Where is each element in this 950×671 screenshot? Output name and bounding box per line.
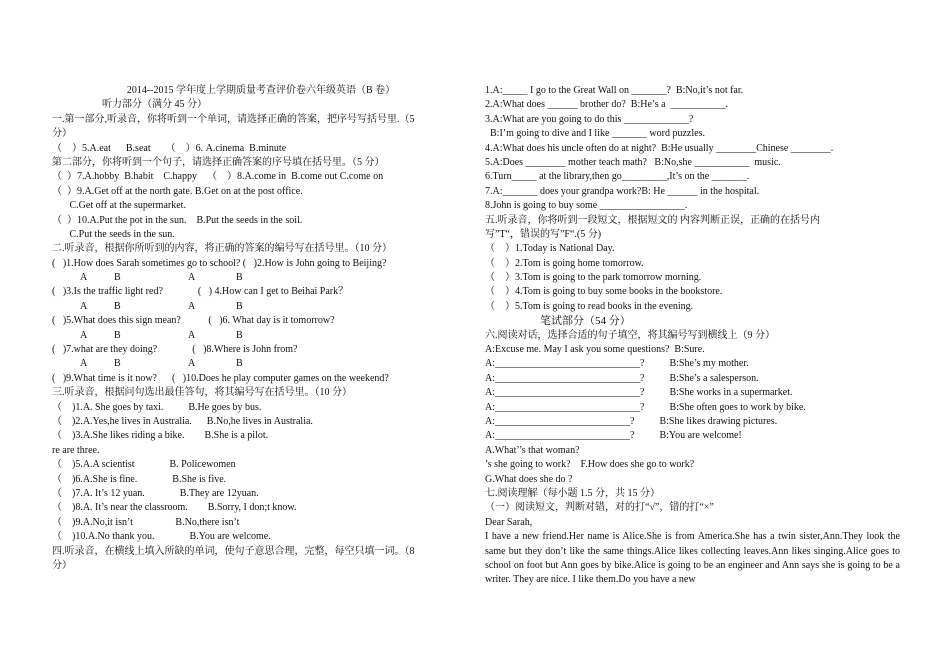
right-line: 3.A:What are you going to do this _____________? xyxy=(485,113,694,125)
option-letter: B xyxy=(236,358,243,370)
right-line: 五.听录音，你将听到一段短文，根据短文的 内容判断正误，正确的在括号内 xyxy=(485,214,820,226)
right-line: A:_____________________________? B:She often goes to work by bike. xyxy=(485,401,806,413)
right-line: 七.阅读理解（每小题 1.5 分，共 15 分） xyxy=(485,487,660,499)
left-line: 听力部分（满分 45 分） xyxy=(102,99,207,111)
left-line: （ )2.A.Yes,he lives in Australia. B.No,he lives in Australia. xyxy=(52,415,313,427)
left-column xyxy=(52,84,470,573)
right-line: （ ）2.Tom is going home tomorrow. xyxy=(485,257,644,269)
right-line: A:_____________________________? B:She’s a salesperson. xyxy=(485,372,759,384)
left-line: ( )9.What time is it now? ( )10.Does he play computer games on the weekend? xyxy=(52,372,389,384)
left-line: C.Put the seeds in the sun. xyxy=(52,228,175,240)
right-line: 笔试部分（54 分） xyxy=(540,315,631,328)
right-line: （ ）3.Tom is going to the park tomorrow morning. xyxy=(485,272,702,284)
right-line: ’s she going to work? F.How does she go to work? xyxy=(485,459,695,471)
left-line: （ )7.A. It’s 12 yuan. B.They are 12yuan. xyxy=(52,487,259,499)
left-line: ( )1.How does Sarah sometimes go to school? ( )2.How is John going to Beijing? xyxy=(52,257,387,269)
option-letters-row xyxy=(52,300,470,314)
right-line: 写”T“，错误的写”F“.(5 分) xyxy=(485,228,602,240)
left-line: （ )10.A.No thank you. B.You are welcome. xyxy=(52,531,271,543)
right-line: （ ）1.Today is National Day. xyxy=(485,243,615,255)
left-line: 2014--2015 学年度上学期质量考查评价卷六年级英语（B 卷） xyxy=(126,85,396,96)
left-line: 四.听录音，在横线上填入所缺的单词，使句子意思合理，完整，每空只填一词。（8 xyxy=(52,545,415,557)
left-line: 分） xyxy=(52,128,72,140)
right-line: 1.A:_____ I go to the Great Wall on _______? B:No,it’s not far. xyxy=(485,85,744,96)
left-line: 一.第一部分,听录音，你将听到一个单词，请选择正确的答案，把序号写括号里.（5 xyxy=(52,113,415,125)
right-line: A:_____________________________? B:She works in a supermarket. xyxy=(485,387,793,399)
reading-paragraph: I have a new friend.Her name is Alice.She is from America.She has a twin sister,Ann.They look the same but they don’t like the same things.Alice likes collecting leaves.Ann likes singing.Alice goes to school on foot but Ann goes by bike.Alice is going to be an engineer and Ann says she is going to be a writer. They are nice. I like them.Do you have a new xyxy=(485,531,900,586)
option-letter: B xyxy=(114,329,121,341)
right-line: G.What does she do ? xyxy=(485,473,573,485)
option-letter: B xyxy=(236,272,243,284)
option-letter: A xyxy=(80,358,88,370)
right-line: A:___________________________? B:She likes drawing pictures. xyxy=(485,415,778,427)
right-line: A:___________________________? B:You are welcome! xyxy=(485,430,742,442)
left-line: re are three. xyxy=(52,444,100,456)
left-line: 分） xyxy=(52,559,72,571)
right-line: （一）阅读短文，判断对错，对的打“√”，错的打“×” xyxy=(485,502,714,514)
left-line: （ )8.A. It’s near the classroom. B.Sorry, I don;t know. xyxy=(52,502,297,514)
left-line: （ )6.A.She is fine. B.She is five. xyxy=(52,473,227,485)
right-line: A:_____________________________? B:She’s my mother. xyxy=(485,358,749,370)
option-letter: B xyxy=(114,358,121,370)
option-letter: B xyxy=(114,300,121,312)
right-line: 8.John is going to buy some _________________. xyxy=(485,200,688,212)
left-line: 二.听录音，根据你所听到的内容，将正确的答案的编号写在括号里。（10 分） xyxy=(52,243,392,255)
right-line: Dear Sarah, xyxy=(485,516,533,528)
option-letter: A xyxy=(188,358,196,370)
left-line: ( )5.What does this sign mean? ( )6. What day is it tomorrow? xyxy=(52,315,335,327)
left-line: （ ）9.A.Get off at the north gate. B.Get on at the post office. xyxy=(52,185,303,197)
option-letter: B xyxy=(236,329,243,341)
left-line: ( )7.what are they doing? ( )8.Where is John from? xyxy=(52,344,298,356)
right-line: （ ）4.Tom is going to buy some books in the bookstore. xyxy=(485,286,723,298)
option-letters-row xyxy=(52,357,470,371)
option-letter: B xyxy=(236,300,243,312)
option-letter: A xyxy=(80,329,88,341)
left-line: C.Get off at the supermarket. xyxy=(52,200,186,212)
right-line: 5.A:Does ________ mother teach math? B:No,she ___________ music. xyxy=(485,156,781,168)
right-line: A:Excuse me. May I ask you some questions? B:Sure. xyxy=(485,344,705,356)
left-line: （ )5.A.A scientist B. Policewomen xyxy=(52,459,236,471)
left-line: 第二部分，你将听到一个句子，请选择正确答案的序号填在括号里。（5 分） xyxy=(52,156,385,168)
right-line: （ ）5.Tom is going to read books in the evening. xyxy=(485,300,694,312)
left-line: （ )1.A. She goes by taxi. B.He goes by bus. xyxy=(52,401,262,413)
option-letter: A xyxy=(188,329,196,341)
option-letters-row xyxy=(52,329,470,343)
option-letter: A xyxy=(188,300,196,312)
right-line: 2.A:What does ______ brother do? B:He’s a ___________. xyxy=(485,99,729,111)
left-line: （ ）7.A.hobby B.habit C.happy （ ）8.A.come in B.come out C.come on xyxy=(52,171,384,183)
option-letters-row xyxy=(52,271,470,285)
right-line: 7.A:_______ does your grandpa work?B: He ______ in the hospital. xyxy=(485,185,760,197)
right-line: 六.阅读对话，选择合适的句子填空，将其编号写到横线上（9 分） xyxy=(485,329,775,341)
option-letter: B xyxy=(114,272,121,284)
right-line: 4.A:What does his uncle often do at night? B:He usually ________Chinese ________. xyxy=(485,142,834,154)
left-line: 三.听录音，根据问句选出最佳答句，将其编号写在括号里。（10 分） xyxy=(52,387,352,399)
option-letter: A xyxy=(80,300,88,312)
left-line: ( )3.Is the traffic light red? ( ) 4.How can I get to Beihai Park？ xyxy=(52,286,349,298)
left-line: （ ）5.A.eat B.seat （ ）6. A.cinema B.minute xyxy=(52,142,287,154)
option-letter: A xyxy=(80,272,88,284)
right-line: A.What’’s that woman? xyxy=(485,444,580,456)
right-line: 6.Turn_____ at the library,then go_________,It’s on the _______. xyxy=(485,171,750,183)
left-line: （ )9.A.No,it isn’t B.No,there isn’t xyxy=(52,516,240,528)
right-line: B:I’m going to dive and I like _______ word puzzles. xyxy=(485,128,705,140)
left-line: （ ）10.A.Put the pot in the sun. B.Put the seeds in the soil. xyxy=(52,214,303,226)
option-letter: A xyxy=(188,272,196,284)
right-column xyxy=(485,84,900,588)
right-lines xyxy=(485,84,900,530)
left-line: （ )3.A.She likes riding a bike. B.She is a pilot. xyxy=(52,430,269,442)
